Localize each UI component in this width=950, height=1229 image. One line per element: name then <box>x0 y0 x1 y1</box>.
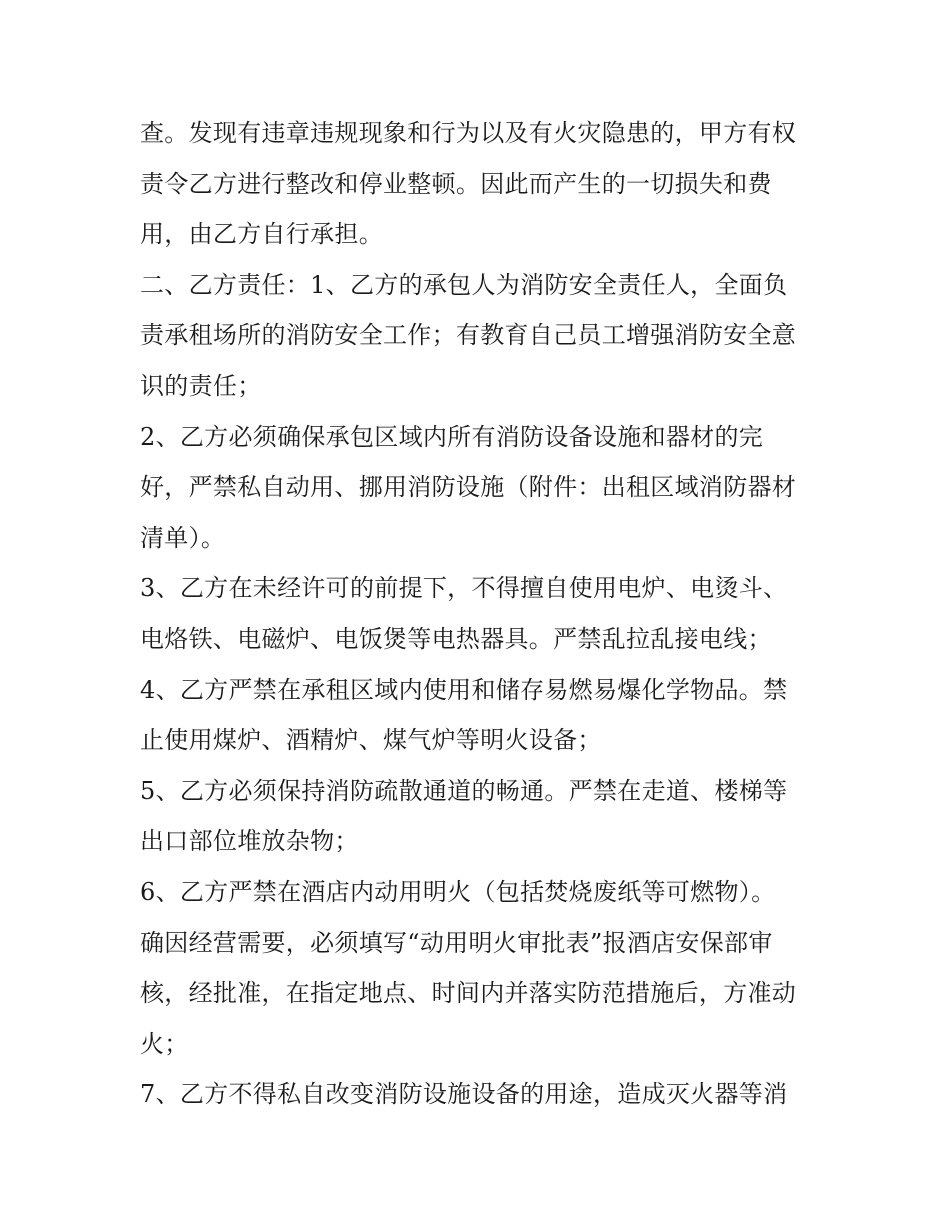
text-line: 好，严禁私自动用、挪用消防设施（附件：出租区域消防器材 <box>140 473 797 502</box>
text-line: 责令乙方进行整改和停业整顿。因此而产生的一切损失和费 <box>140 169 772 198</box>
text-line: 用，由乙方自行承担。 <box>140 220 383 249</box>
document-body <box>140 108 820 1120</box>
text-line: 出口部位堆放杂物； <box>140 827 359 856</box>
text-line: 查。发现有违章违规现象和行为以及有火灾隐患的，甲方有权 <box>140 119 797 147</box>
text-line: 3、乙方在未经许可的前提下，不得擅自使用电炉、电烫斗、 <box>140 574 788 603</box>
text-line: 识的责任； <box>140 371 262 400</box>
text-line: 2、乙方必须确保承包区域内所有消防设备设施和器材的完 <box>140 422 764 451</box>
text-line: 清单）。 <box>140 523 226 552</box>
text-line: 7、乙方不得私自改变消防设施设备的用途，造成灭火器等消 <box>140 1080 788 1109</box>
text-line: 二、乙方责任：1、乙方的承包人为消防安全责任人，全面负 <box>140 270 788 299</box>
text-line: 5、乙方必须保持消防疏散通道的畅通。严禁在走道、楼梯等 <box>140 776 788 805</box>
text-line: 止使用煤炉、酒精炉、煤气炉等明火设备； <box>140 726 602 755</box>
text-line: 6、乙方严禁在酒店内动用明火（包括焚烧废纸等可燃物）。 <box>140 877 776 906</box>
text-line: 电烙铁、电磁炉、电饭煲等电热器具。严禁乱拉乱接电线； <box>140 624 772 653</box>
text-line: 责承租场所的消防安全工作；有教育自己员工增强消防安全意 <box>140 321 797 350</box>
text-line: 火； <box>140 1029 189 1058</box>
text-line: 确因经营需要，必须填写“动用明火审批表”报酒店安保部审 <box>140 928 773 957</box>
text-line: 核，经批准，在指定地点、时间内并落实防范措施后，方准动 <box>140 979 797 1008</box>
text-line: 4、乙方严禁在承租区域内使用和储存易燃易爆化学物品。禁 <box>140 675 788 704</box>
